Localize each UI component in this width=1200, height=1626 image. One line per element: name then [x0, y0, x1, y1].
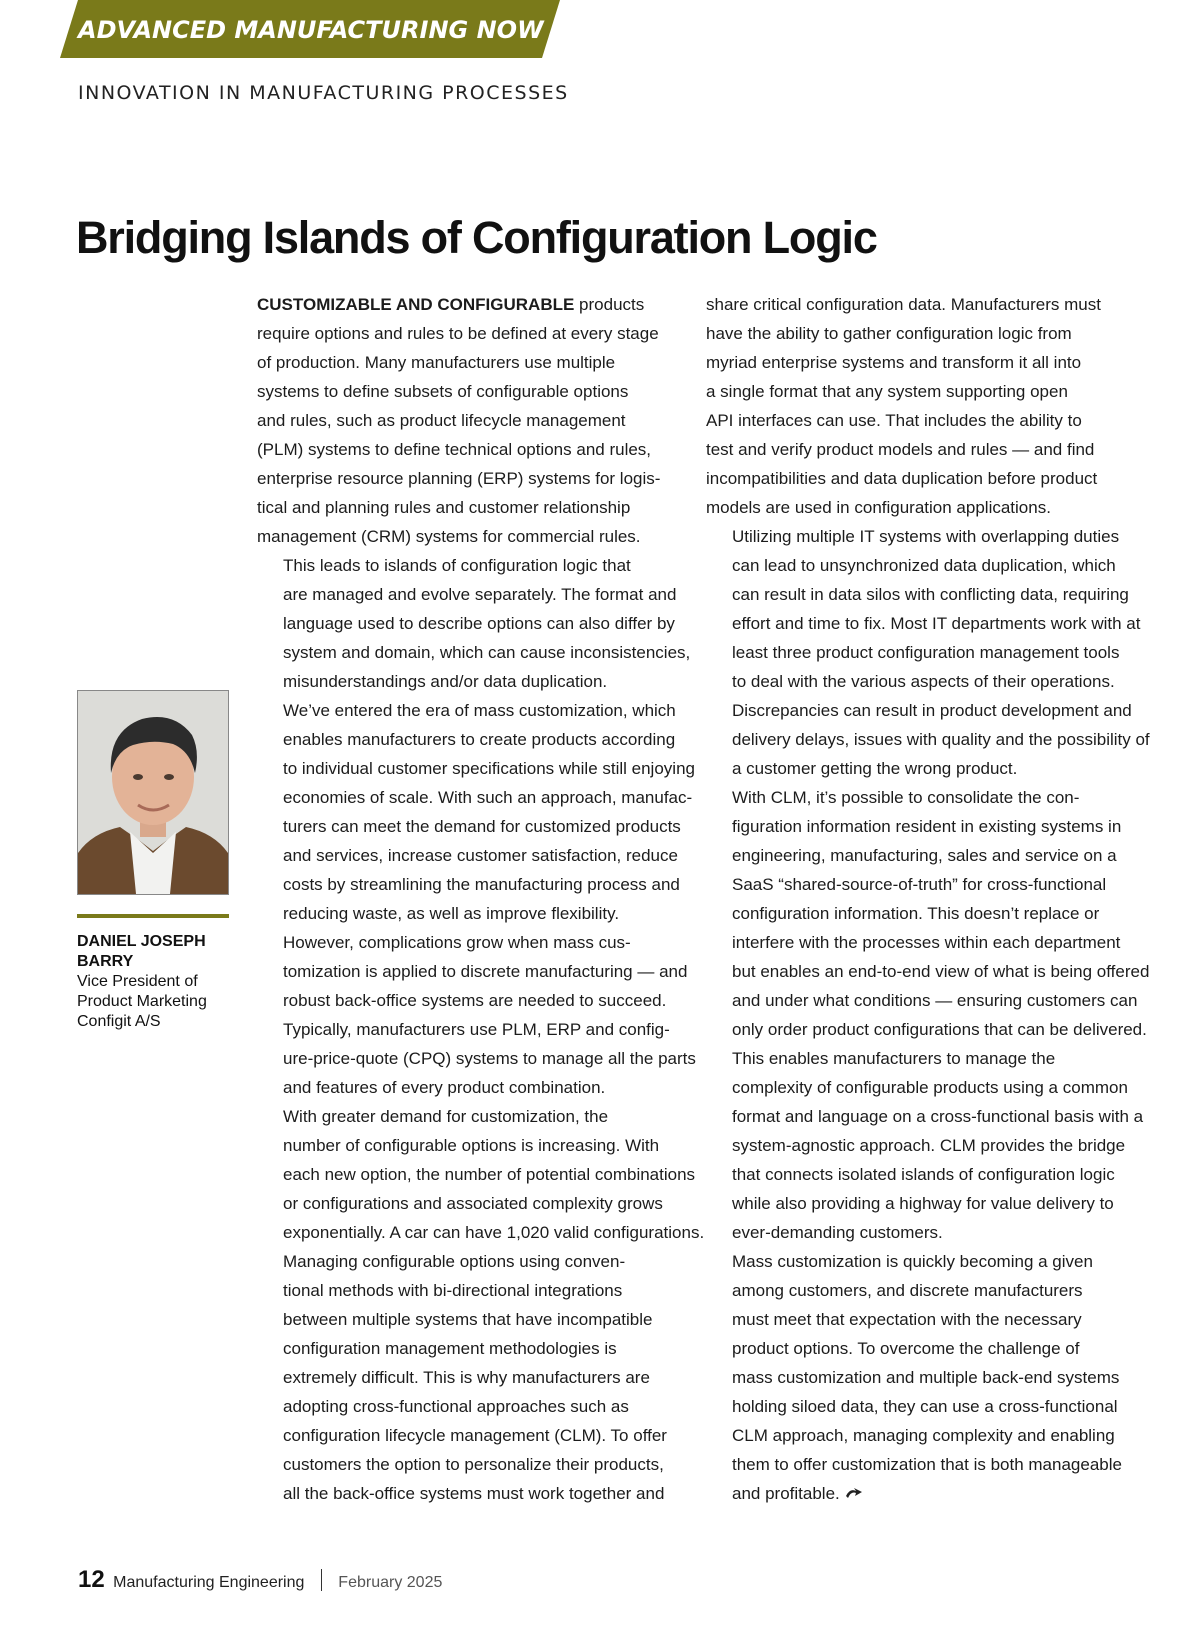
paragraph-line: configuration management methodologies is — [283, 1339, 617, 1358]
paragraph-line: can result in data silos with conflicting data, requiring — [732, 585, 1129, 604]
paragraph-line: ever-demanding customers. — [732, 1223, 943, 1242]
paragraph-line: Managing configurable options using conven- — [283, 1252, 626, 1271]
author-company: Configit A/S — [77, 1013, 161, 1030]
paragraph-line: that connects isolated islands of configuration logic — [732, 1165, 1115, 1184]
paragraph-line: effort and time to fix. Most IT departments work with at — [732, 614, 1141, 633]
footer-divider — [321, 1569, 322, 1591]
paragraph-line: product options. To overcome the challenge of — [732, 1339, 1080, 1358]
paragraph-line: CLM approach, managing complexity and enabling — [732, 1426, 1115, 1445]
paragraph-line: system and domain, which can cause inconsistencies, — [283, 643, 691, 662]
paragraph-line: robust back-office systems are needed to succeed. — [283, 991, 667, 1010]
paragraph-line: only order product configurations that can be delivered. — [732, 1020, 1147, 1039]
paragraph-line: ure-price-quote (CPQ) systems to manage all the parts — [283, 1049, 696, 1068]
section-label: INNOVATION IN MANUFACTURING PROCESSES — [78, 82, 569, 104]
paragraph-line: models are used in configuration applications. — [706, 498, 1051, 517]
paragraph-line: turers can meet the demand for customized products — [283, 817, 681, 836]
paragraph-line: incompatibilities and data duplication before product — [706, 469, 1098, 488]
paragraph-line: This enables manufacturers to manage the — [732, 1049, 1056, 1068]
paragraph-line: a customer getting the wrong product. — [732, 759, 1018, 778]
paragraph-line: them to offer customization that is both manageable — [732, 1455, 1122, 1474]
article-title: Bridging Islands of Configuration Logic — [76, 212, 877, 263]
paragraph-line: among customers, and discrete manufacturers — [732, 1281, 1083, 1300]
paragraph-line: However, complications grow when mass cus- — [283, 933, 631, 952]
paragraph-line: misunderstandings and/or data duplication. — [283, 672, 608, 691]
paragraph-line: format and language on a cross-functional basis with a — [732, 1107, 1144, 1126]
paragraph-line: mass customization and multiple back-end systems — [732, 1368, 1120, 1387]
paragraph — [706, 1247, 1136, 1508]
paragraph-line: enables manufacturers to create products according — [283, 730, 676, 749]
end-of-article-icon — [844, 1487, 864, 1501]
paragraph-line: holding siloed data, they can use a cross-functional — [732, 1397, 1118, 1416]
author-bio — [77, 932, 247, 1032]
author-name-line1: DANIEL JOSEPH — [77, 933, 206, 950]
paragraph-line: but enables an end-to-end view of what is being offered — [732, 962, 1150, 981]
paragraph-line: exponentially. A car can have 1,020 valid configurations. — [283, 1223, 705, 1242]
paragraph-line: configuration information. This doesn’t replace or — [732, 904, 1100, 923]
paragraph-line: SaaS “shared-source-of-truth” for cross-functional — [732, 875, 1107, 894]
paragraph-line: configuration lifecycle management (CLM). To offer — [283, 1426, 667, 1445]
paragraph-line: have the ability to gather configuration logic from — [706, 324, 1072, 343]
paragraph-line: We’ve entered the era of mass customization, which — [283, 701, 676, 720]
paragraph-line: tical and planning rules and customer relationship — [257, 498, 631, 517]
paragraph-line: Typically, manufacturers use PLM, ERP and config- — [283, 1020, 670, 1039]
paragraph — [706, 290, 1136, 522]
paragraph-line: reducing waste, as well as improve flexibility. — [283, 904, 620, 923]
paragraph — [706, 1044, 1144, 1247]
paragraph-line: figuration information resident in existing systems in — [732, 817, 1122, 836]
paragraph-line: economies of scale. With such an approach, manufac- — [283, 788, 693, 807]
paragraph-line: and services, increase customer satisfaction, reduce — [283, 846, 678, 865]
lead-in: CUSTOMIZABLE AND CONFIGURABLE — [257, 295, 575, 314]
paragraph-line: and profitable. — [706, 1479, 1136, 1508]
banner-title: ADVANCED MANUFACTURING NOW — [78, 16, 544, 44]
paragraph — [257, 551, 691, 696]
paragraph-line: require options and rules to be defined at every stage — [257, 324, 659, 343]
page-footer — [78, 1566, 442, 1594]
paragraph-line: costs by streamlining the manufacturing process and — [283, 875, 680, 894]
paragraph-line: myriad enterprise systems and transform it all into — [706, 353, 1082, 372]
paragraph-line: Discrepancies can result in product development and — [732, 701, 1132, 720]
paragraph — [257, 290, 677, 551]
paragraph-line: a single format that any system supporting open — [706, 382, 1068, 401]
paragraph-line: delivery delays, issues with quality and the possibility of — [732, 730, 1150, 749]
article-column-left — [257, 290, 705, 1508]
article-column-right — [706, 290, 1150, 1508]
paragraph-line: This leads to islands of configuration logic that — [283, 556, 631, 575]
paragraph-line: Utilizing multiple IT systems with overlapping duties — [732, 527, 1120, 546]
paragraph-line: tional methods with bi-directional integrations — [283, 1281, 623, 1300]
paragraph-line: enterprise resource planning (ERP) systems for logis- — [257, 469, 661, 488]
paragraph-line: to deal with the various aspects of their operations. — [732, 672, 1115, 691]
paragraph-line: With greater demand for customization, the — [283, 1107, 609, 1126]
paragraph-line: API interfaces can use. That includes the ability to — [706, 411, 1082, 430]
paragraph-line: (PLM) systems to define technical options and rules, — [257, 440, 652, 459]
paragraph-line: can lead to unsynchronized data duplication, which — [732, 556, 1116, 575]
paragraph-line: to individual customer specifications while still enjoying — [283, 759, 695, 778]
paragraph-line: number of configurable options is increasing. With — [283, 1136, 660, 1155]
paragraph-line: are managed and evolve separately. The format and — [283, 585, 677, 604]
paragraph — [257, 1102, 705, 1247]
paragraph-line: management (CRM) systems for commercial rules. — [257, 527, 641, 546]
paragraph-line: complexity of configurable products using a common — [732, 1078, 1128, 1097]
paragraph-line: customers the option to personalize their products, — [283, 1455, 664, 1474]
paragraph-line: tomization is applied to discrete manufacturing — and — [283, 962, 688, 981]
paragraph-line: engineering, manufacturing, sales and service on a — [732, 846, 1117, 865]
paragraph-line: least three product configuration management tools — [732, 643, 1120, 662]
paragraph — [706, 783, 1150, 1044]
paragraph-line: adopting cross-functional approaches such as — [283, 1397, 629, 1416]
author-rule — [77, 914, 229, 918]
paragraph-line: and under what conditions — ensuring customers can — [732, 991, 1138, 1010]
paragraph-line: systems to define subsets of configurable options — [257, 382, 629, 401]
paragraph-line: With CLM, it’s possible to consolidate the con- — [732, 788, 1080, 807]
paragraph — [257, 696, 695, 928]
paragraph — [257, 928, 696, 1102]
magazine-name: Manufacturing Engineering — [113, 1574, 305, 1591]
paragraph-line: Mass customization is quickly becoming a given — [732, 1252, 1093, 1271]
paragraph-line: or configurations and associated complexity grows — [283, 1194, 663, 1213]
paragraph — [706, 522, 1150, 783]
author-photo — [77, 690, 229, 895]
paragraph-line: all the back-office systems must work together and — [283, 1484, 665, 1503]
author-role-line2: Product Marketing — [77, 993, 207, 1010]
paragraph-line: and features of every product combination. — [283, 1078, 606, 1097]
paragraph-line: between multiple systems that have incompatible — [283, 1310, 653, 1329]
paragraph-line: interfere with the processes within each department — [732, 933, 1121, 952]
page-number: 12 — [78, 1566, 105, 1593]
issue-date: February 2025 — [338, 1574, 443, 1591]
paragraph-line: extremely difficult. This is why manufacturers are — [283, 1368, 650, 1387]
paragraph-line: share critical configuration data. Manufacturers must — [706, 295, 1101, 314]
author-portrait-image — [78, 691, 228, 894]
paragraph-line: CUSTOMIZABLE AND CONFIGURABLE products — [257, 295, 645, 314]
paragraph-line: language used to describe options can also differ by — [283, 614, 675, 633]
paragraph-line: and rules, such as product lifecycle management — [257, 411, 626, 430]
author-name-line2: BARRY — [77, 953, 134, 970]
paragraph-line: test and verify product models and rules — and find — [706, 440, 1095, 459]
paragraph — [257, 1247, 677, 1508]
paragraph-line: must meet that expectation with the necessary — [732, 1310, 1082, 1329]
paragraph-line: of production. Many manufacturers use multiple — [257, 353, 616, 372]
paragraph-line: system-agnostic approach. CLM provides the bridge — [732, 1136, 1126, 1155]
paragraph-line: each new option, the number of potential combinations — [283, 1165, 696, 1184]
author-role-line1: Vice President of — [77, 973, 198, 990]
paragraph-line: while also providing a highway for value delivery to — [732, 1194, 1114, 1213]
